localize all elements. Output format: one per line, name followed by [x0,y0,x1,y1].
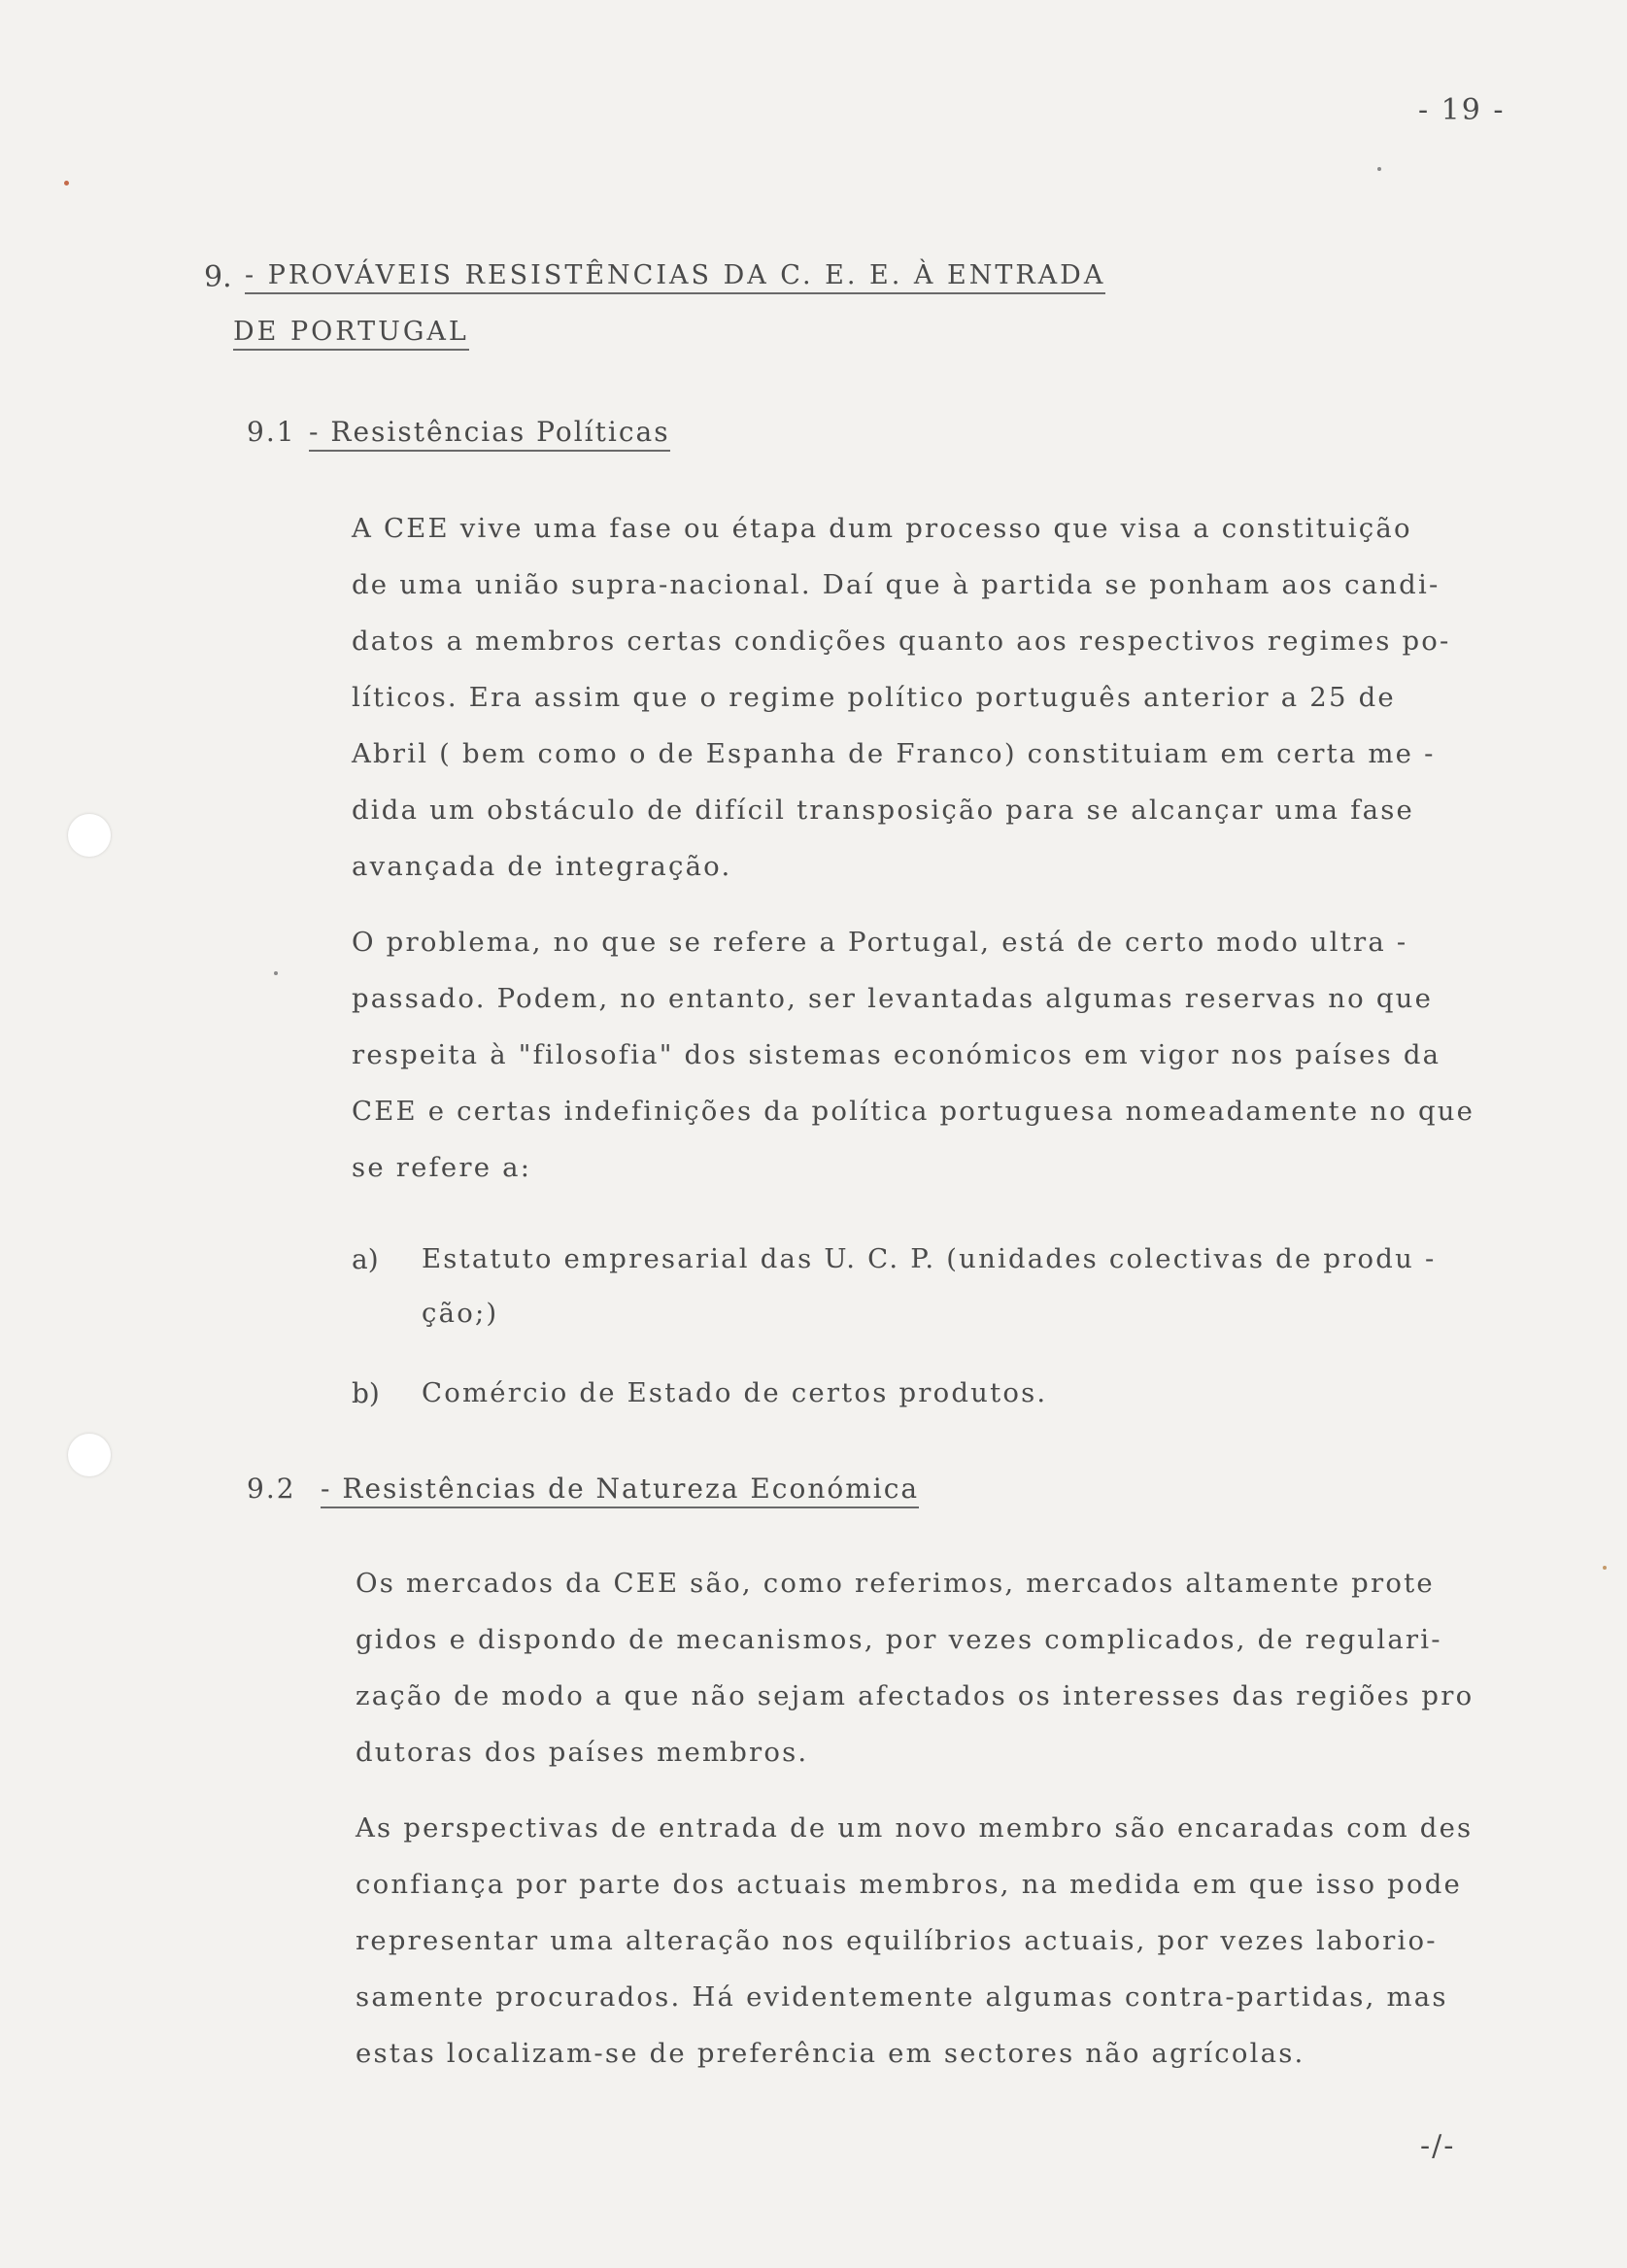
scan-speck [64,181,69,186]
item-text-line: Estatuto empresarial das U. C. P. (unidades colectivas de produ - [422,1243,1437,1274]
subsection-2-number: 9.2 [247,1473,296,1505]
page-number: - 19 - [1418,93,1506,127]
scan-speck [274,971,278,975]
item-label: a) [352,1243,379,1275]
text-line: CEE e certas indefinições da política portuguesa nomeadamente no que [352,1096,1475,1127]
text-line: respeita à "filosofia" dos sistemas económicos em vigor nos países da [352,1039,1441,1070]
section-number: 9. [204,260,232,294]
text-line: estas localizam-se de preferência em sectores não agrícolas. [356,2038,1305,2069]
scan-speck [1603,1566,1607,1570]
item-label: b) [352,1377,380,1409]
punch-hole-bottom [68,1434,111,1476]
text-line: avançada de integração. [352,851,732,882]
text-line: passado. Podem, no entanto, ser levantadas algumas reservas no que [352,983,1434,1014]
text-line: A CEE vive uma fase ou étapa dum processo que visa a constituição [352,513,1412,544]
section-title-text-2: DE PORTUGAL [233,317,469,351]
text-line: samente procurados. Há evidentemente algumas contra-partidas, mas [356,1981,1448,2013]
subsection-2-title-text: - Resistências de Natureza Económica [321,1473,919,1508]
text-line: Abril ( bem como o de Espanha de Franco) constituiam em certa me - [352,738,1436,769]
text-line: líticos. Era assim que o regime político português anterior a 25 de [352,682,1396,713]
text-line: Os mercados da CEE são, como referimos, mercados altamente prote [356,1568,1435,1599]
subsection-1-number: 9.1 [247,416,296,448]
text-line: dida um obstáculo de difícil transposição para se alcançar uma fase [352,795,1414,826]
text-line: confiança por parte dos actuais membros, na medida em que isso pode [356,1869,1463,1900]
subsection-1-title-text: - Resistências Políticas [309,416,670,452]
text-line: datos a membros certas condições quanto aos respectivos regimes po- [352,626,1451,657]
text-line: representar uma alteração nos equilíbrios actuais, por vezes laborio- [356,1925,1438,1956]
subsection-1-title [309,416,670,448]
text-line: se refere a: [352,1152,532,1183]
text-line: As perspectivas de entrada de um novo membro são encaradas com des [356,1812,1474,1844]
item-text-line: ção;) [422,1298,499,1329]
continuation-mark: -/- [1420,2129,1456,2163]
scan-speck [1377,167,1381,171]
text-line: gidos e dispondo de mecanismos, por vezes complicados, de regulari- [356,1624,1442,1655]
text-line: de uma união supra-nacional. Daí que à partida se ponham aos candi- [352,569,1441,600]
text-line: dutoras dos países membros. [356,1737,809,1768]
subsection-2-title [321,1473,919,1505]
section-title-line-1 [245,260,1105,290]
punch-hole-top [68,814,111,857]
text-line: zação de modo a que não sejam afectados os interesses das regiões pro [356,1680,1474,1711]
section-title-line-2 [233,317,469,347]
section-title-text-1: - PROVÁVEIS RESISTÊNCIAS DA C. E. E. À ENTRADA [245,260,1105,294]
text-line: O problema, no que se refere a Portugal, está de certo modo ultra - [352,927,1408,958]
item-text-line: Comércio de Estado de certos produtos. [422,1377,1048,1408]
